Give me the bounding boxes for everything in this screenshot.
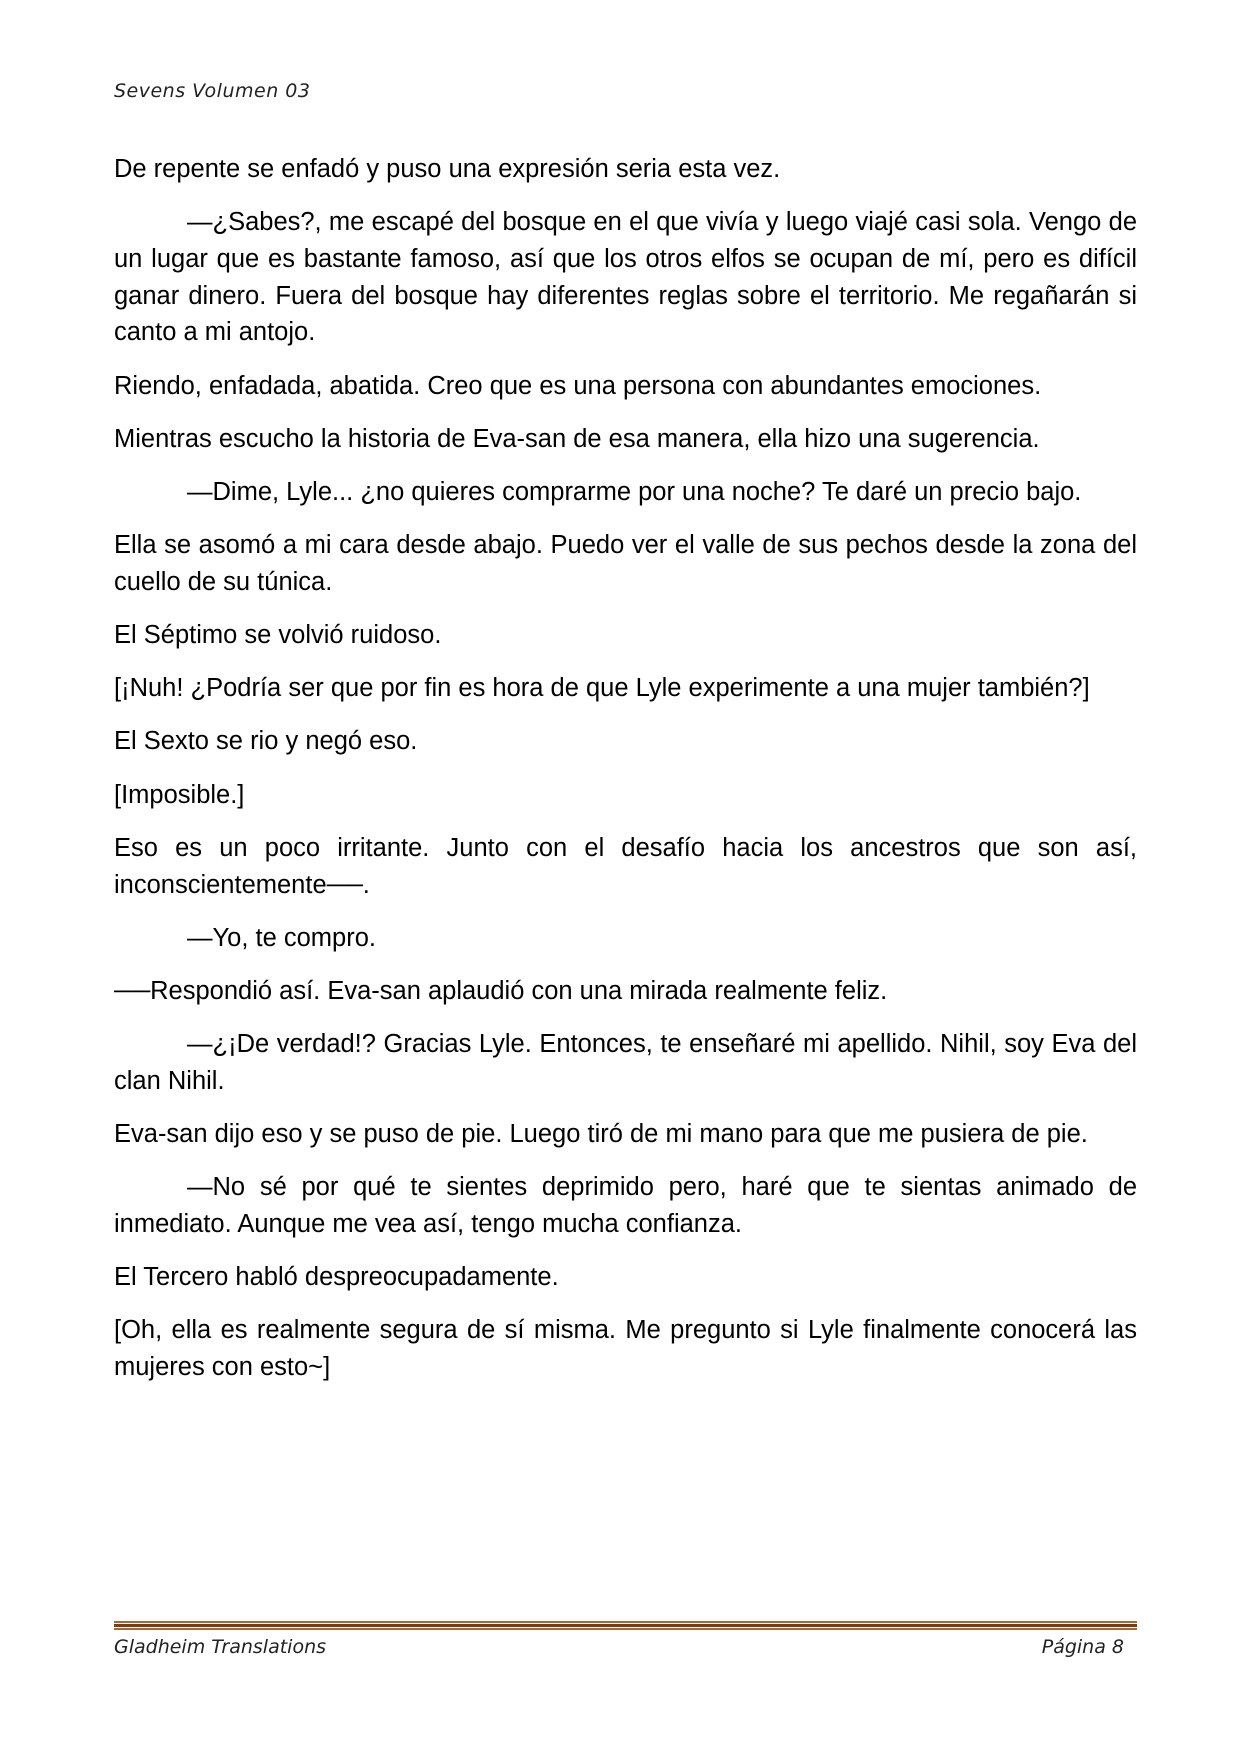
paragraph: —No sé por qué te sientes deprimido pero, haré que te sientas animado de inmediato. Aunque me vea así, tengo mucha confianza.	[114, 1173, 1137, 1238]
paragraph: Ella se asomó a mi cara desde abajo. Puedo ver el valle de sus pechos desde la zona del cuello de su túnica.	[114, 531, 1137, 596]
paragraph: Eva-san dijo eso y se puso de pie. Luego tiró de mi mano para que me pusiera de pie.	[114, 1120, 1088, 1149]
paragraph: [Imposible.]	[114, 780, 245, 809]
footer-translator: Gladheim Translations	[114, 1636, 327, 1658]
paragraph: [¡Nuh! ¿Podría ser que por fin es hora de que Lyle experimente a una mujer también?]	[114, 674, 1090, 703]
running-header: Sevens Volumen 03	[114, 80, 311, 102]
paragraph: ──Respondió así. Eva-san aplaudió con una mirada realmente feliz.	[114, 976, 888, 1005]
body-text	[114, 151, 1137, 1402]
paragraph: —¿Sabes?, me escapé del bosque en el que vivía y luego viajé casi sola. Vengo de un lugar que es bastante famoso, así que los otros elfos se ocupan de mí, pero es difícil ganar dinero. Fuera del bosque hay diferentes reglas sobre el territorio. Me regañarán si canto a mi antojo.	[114, 208, 1137, 347]
paragraph: El Sexto se rio y negó eso.	[114, 727, 418, 756]
paragraph: Riendo, enfadada, abatida. Creo que es una persona con abundantes emociones.	[114, 371, 1042, 400]
paragraph: —Yo, te compro.	[187, 923, 376, 952]
paragraph: [Oh, ella es realmente segura de sí misma. Me pregunto si Lyle finalmente conocerá las mujeres con esto~]	[114, 1316, 1137, 1382]
paragraph: El Séptimo se volvió ruidoso.	[114, 621, 442, 650]
paragraph: El Tercero habló despreocupadamente.	[114, 1263, 559, 1292]
page-number: Página 8	[1041, 1636, 1124, 1658]
footer-divider	[114, 1621, 1137, 1630]
paragraph: —¿¡De verdad!? Gracias Lyle. Entonces, te enseñaré mi apellido. Nihil, soy Eva del clan Nihil.	[114, 1030, 1137, 1095]
paragraph: —Dime, Lyle... ¿no quieres comprarme por una noche? Te daré un precio bajo.	[187, 477, 1082, 506]
paragraph: De repente se enfadó y puso una expresión seria esta vez.	[114, 155, 781, 183]
paragraph: Mientras escucho la historia de Eva-san de esa manera, ella hizo una sugerencia.	[114, 424, 1040, 453]
paragraph: Eso es un poco irritante. Junto con el desafío hacia los ancestros que son así, inconscientemente──.	[114, 833, 1137, 899]
